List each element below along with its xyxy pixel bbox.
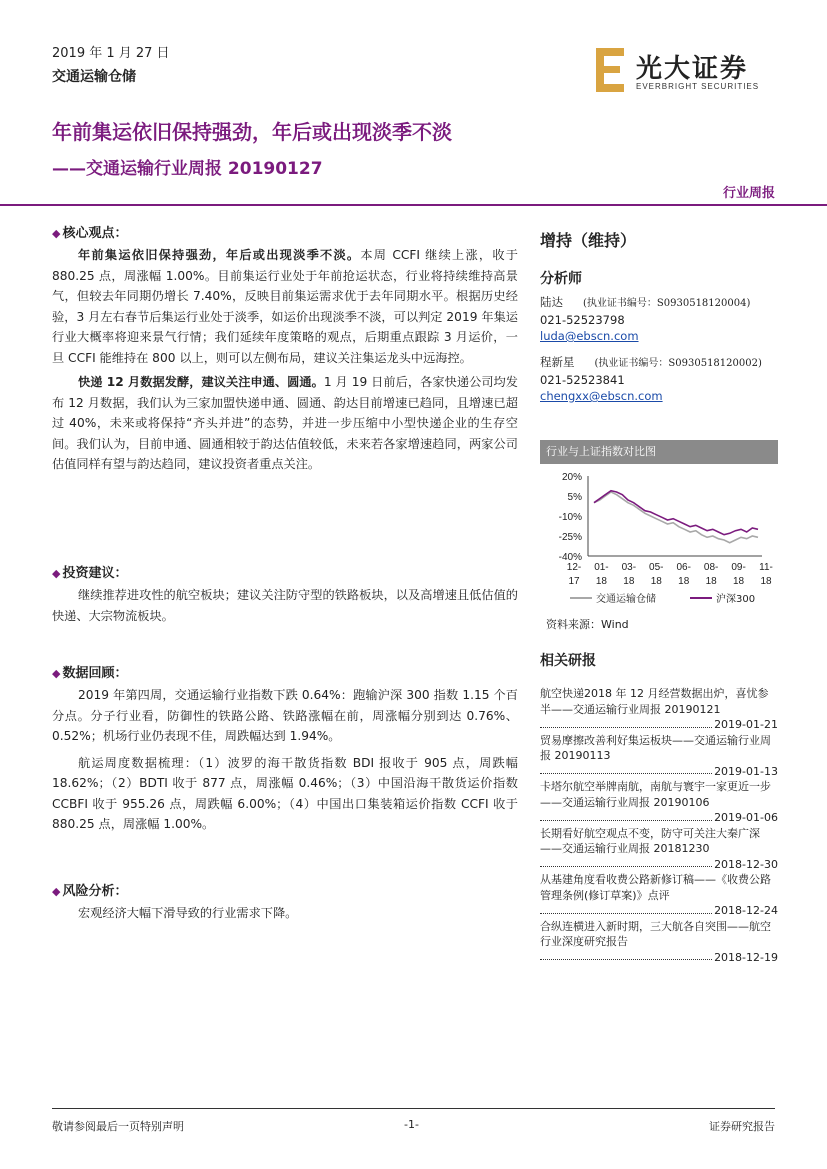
research-item-date: 2018-12-19: [540, 950, 778, 966]
chart-title: 行业与上证指数对比图: [540, 440, 778, 464]
x-tick-label: 08-: [703, 562, 719, 573]
legend-label: 沪深300: [716, 594, 756, 605]
x-tick-label: 18: [623, 576, 635, 587]
analyst-phone: 021-52523841: [540, 373, 625, 387]
advice-text: 继续推荐进攻性的航空板块；建议关注防守型的铁路板块，以及高增速且低估值的快递、大宗物流板块。: [52, 588, 518, 623]
x-tick-label: 05-: [649, 562, 664, 573]
chart-plot: [540, 464, 778, 628]
footer-disclaimer: 敬请参阅最后一页特别声明: [52, 1120, 184, 1133]
core-section: [52, 222, 518, 475]
diamond-icon: ◆: [52, 227, 61, 240]
x-tick-label: 06-: [676, 562, 691, 573]
rating: 增持（维持）: [540, 231, 637, 250]
x-tick-label: 11-: [759, 562, 773, 573]
advice-heading: ◆ 投资建议：: [52, 566, 128, 581]
y-tick-label: -10%: [558, 512, 582, 523]
x-tick-label: 03-: [621, 562, 637, 573]
footer-divider: [52, 1108, 775, 1109]
chart-source: 资料来源：Wind: [546, 618, 629, 631]
review-heading: ◆ 数据回顾：: [52, 666, 128, 681]
analyst-name: 陆达: [540, 295, 563, 309]
comparison-chart: [540, 440, 778, 628]
review-paragraph-2: 航运周度数据梳理：（1）波罗的海干散货指数 BDI 报收于 905 点，周跌幅 18.62%；（2）BDTI 收于 877 点，周涨幅 0.46%；（3）中国沿海干散货运价指数 CCBFI 收于 955.26 点，周跌幅 6.00%；（4）中国出口集装箱运价指数 CCFI 收于 880.25 点，周涨幅 1.00%。: [52, 755, 518, 831]
related-research: [540, 650, 778, 965]
x-tick-label: 18: [705, 576, 717, 587]
research-item-title[interactable]: 贸易摩擦改善利好集运板块——交通运输行业周报 20190113: [540, 733, 771, 762]
advice-section: [52, 562, 518, 626]
report-date: 2019 年 1 月 27 日: [52, 46, 170, 61]
analyst-email[interactable]: chengxx@ebscn.com: [540, 389, 663, 403]
research-item-title[interactable]: 航空快递2018 年 12 月经营数据出炉，喜忧参半——交通运输行业周报 20190121: [540, 687, 769, 716]
research-item-title[interactable]: 长期看好航空观点不变，防守可关注大秦广深——交通运输行业周报 20181230: [540, 826, 760, 855]
series-line-hs300: [594, 491, 758, 535]
everbright-logo-icon: [590, 44, 630, 94]
analyst-phone: 021-52523798: [540, 313, 625, 327]
x-tick-label: 18: [760, 576, 772, 587]
risk-section: [52, 880, 518, 924]
analyst-2: [540, 354, 778, 404]
logo-text-cn: 光大证券: [636, 54, 749, 84]
sector-label: 交通运输仓储: [52, 69, 136, 85]
research-item-title[interactable]: 从基建角度看收费公路新修订稿——《收费公路管理条例(修订草案)》点评: [540, 873, 771, 902]
research-heading: 相关研报: [540, 653, 596, 669]
company-logo: [590, 44, 770, 100]
diamond-icon: ◆: [52, 567, 61, 580]
research-item-date: 2019-01-21: [540, 717, 778, 733]
logo-text-en: EVERBRIGHT SECURITIES: [636, 82, 760, 91]
review-section: [52, 662, 518, 835]
core-paragraph-1: 年前集运依旧保持强劲，年后或出现淡季不淡。本周 CCFI 继续上涨，收于 880.25 点，周涨幅 1.00%。目前集运行业处于年前抢运状态，行业将持续维持高景气，但较去年同期仍增长 7.40%，反映目前集运需求优于去年同期水平。根据历史经验，3 月左右春节后集运行业处于淡季，如运价出现淡季不淡，可以判定 2019 年集运行业大概率将迎来景气行情；我们延续年度策略的观点，后期重点跟踪 3 月运价，一旦 CCFI 能维持在 800 以上，则可以左侧布局，建议关注集运龙头中远海控。: [52, 248, 518, 365]
x-tick-label: 09-: [731, 562, 746, 573]
review-paragraph-1: 2019 年第四周，交通运输行业指数下跌 0.64%：跑输沪深 300 指数 1.15 个百分点。分子行业看，防御性的铁路公路、铁路涨幅在前，周涨幅分别到达 0.76%、0.52%；机场行业仍表现不佳，周跌幅达到 1.94%。: [52, 688, 518, 743]
analyst-1: [540, 294, 778, 344]
x-tick-label: 01-: [594, 562, 609, 573]
diamond-icon: ◆: [52, 667, 61, 680]
page-number: -1-: [404, 1118, 419, 1131]
research-list: [540, 686, 778, 965]
analyst-email[interactable]: luda@ebscn.com: [540, 329, 639, 343]
footer-label: 证券研究报告: [709, 1120, 775, 1133]
y-tick-label: -40%: [558, 552, 582, 563]
report-subtitle: ——交通运输行业周报 20190127: [52, 159, 323, 179]
analyst-block: [540, 268, 778, 404]
research-item-date: 2019-01-13: [540, 764, 778, 780]
analyst-name: 程新星: [540, 355, 575, 369]
x-tick-label: 18: [733, 576, 745, 587]
core-paragraph-2: 快递 12 月数据发酵，建议关注申通、圆通。1 月 19 日前后，各家快递公司均发布 12 月数据，我们认为三家加盟快递申通、圆通、韵达目前增速已趋同，且增速已超过 40%，未来或将保持“齐头并进”的态势，并进一步压缩中小型快递企业的生存空间。我们认为，目前申通、圆通相较于韵达估值较低，未来若各家增速趋同，两家公司估值同样有望与韵达趋同，建议投资者重点关注。: [52, 375, 518, 471]
x-tick-label: 18: [650, 576, 662, 587]
x-tick-label: 17: [568, 576, 580, 587]
research-item-date: 2018-12-24: [540, 903, 778, 919]
x-tick-label: 12-: [566, 562, 582, 573]
research-item-title[interactable]: 合纵连横进入新时期，三大航各自突围——航空行业深度研究报告: [540, 919, 771, 948]
risk-text: 宏观经济大幅下滑导致的行业需求下降。: [78, 906, 298, 920]
core-heading: ◆ 核心观点：: [52, 226, 128, 241]
research-item-date: 2019-01-06: [540, 810, 778, 826]
research-item-date: 2018-12-30: [540, 857, 778, 873]
header-divider: [0, 204, 827, 206]
series-line-industry: [594, 492, 758, 543]
analyst-cert: (执业证书编号：S0930518120002): [594, 358, 762, 369]
report-type: 行业周报: [722, 186, 775, 201]
x-tick-label: 18: [595, 576, 607, 587]
analyst-cert: (执业证书编号：S0930518120004): [583, 298, 751, 309]
research-item-title[interactable]: 卡塔尔航空举牌南航，南航与寰宇一家更近一步——交通运输行业周报 20190106: [540, 780, 771, 809]
report-title: 年前集运依旧保持强劲，年后或出现淡季不淡: [52, 120, 452, 144]
diamond-icon: ◆: [52, 885, 61, 898]
x-tick-label: 18: [678, 576, 690, 587]
analyst-heading: 分析师: [540, 271, 582, 287]
y-tick-label: 20%: [561, 472, 582, 483]
y-tick-label: 5%: [567, 492, 582, 503]
legend-label: 交通运输仓储: [596, 594, 656, 605]
y-tick-label: -25%: [558, 532, 582, 543]
risk-heading: ◆ 风险分析：: [52, 884, 128, 899]
